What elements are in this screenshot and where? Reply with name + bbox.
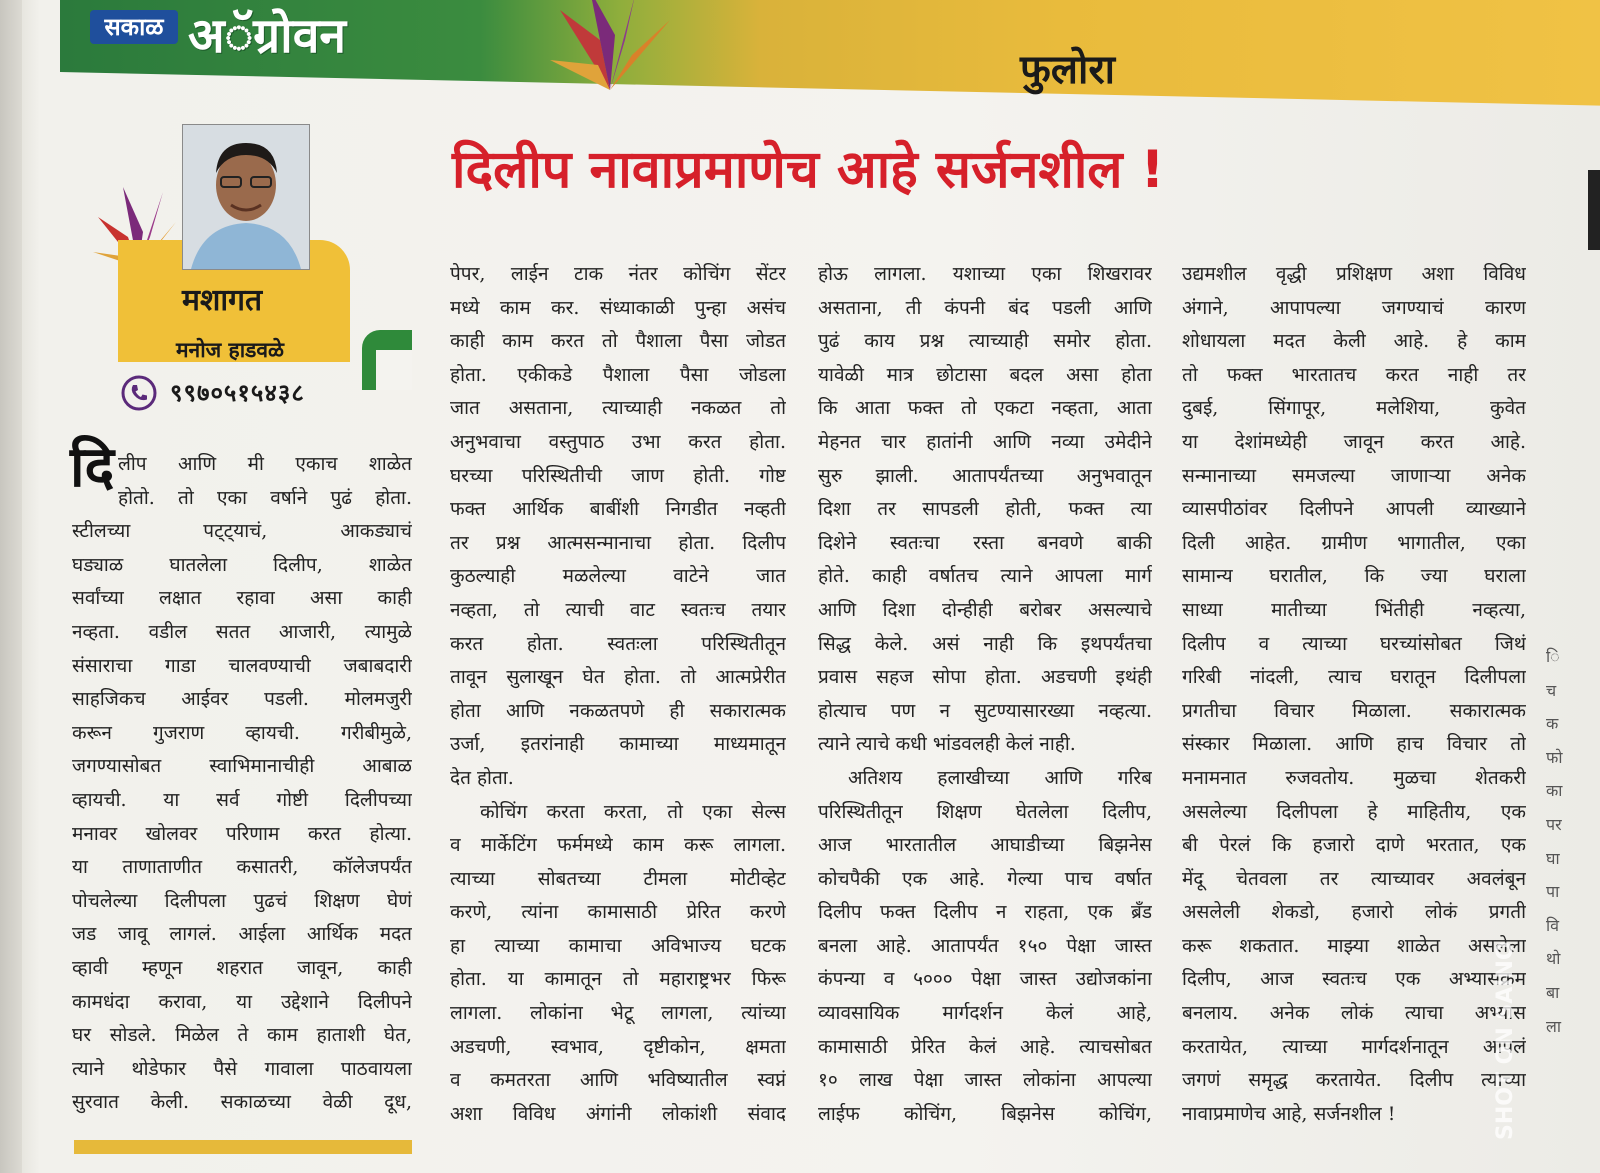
author-name: मनोज हाडवळे xyxy=(176,338,285,362)
article-column-3 xyxy=(818,258,1152,1131)
article-column-2 xyxy=(450,258,786,1131)
text-line: होतो. तो एका वर्षाने पुढं होता. xyxy=(118,486,412,509)
text-line: सिद्ध केले. असं नाही कि इथपर्यंतचा xyxy=(818,632,1152,655)
text-line: सुरवात केली. सकाळच्या वेळी दूध, xyxy=(72,1091,412,1114)
text-line: अडचणी, स्वभाव, दृष्टीकोन, क्षमता xyxy=(450,1035,786,1058)
text-line: आज भारतातील आघाडीच्या बिझनेस xyxy=(818,834,1152,857)
adjacent-article-edge xyxy=(1546,640,1600,1173)
text-line: हा त्याच्या कामाचा अविभाज्य घटक xyxy=(450,934,786,957)
text-line: अनुभवाचा वस्तुपाठ उभा करत होता. xyxy=(450,430,786,453)
text-line: काही काम करत तो पैशाला पैसा जोडत xyxy=(450,330,786,353)
text-line: बी पेरलं कि हजारो दाणे भरतात, एक xyxy=(1182,834,1526,857)
author-photo xyxy=(182,124,310,270)
text-line: घर सोडले. मिळेल ते काम हाताशी घेत, xyxy=(72,1024,412,1047)
text-fragment: पा xyxy=(1546,882,1560,902)
text-line: साहजिकच आईवर पडली. मोलमजुरी xyxy=(72,688,412,711)
text-line: होते. काही वर्षातच त्याने आपला मार्ग xyxy=(818,565,1152,588)
text-line: जात असताना, त्याच्याही नकळत तो xyxy=(450,397,786,420)
text-line: प्रवास सहज सोपा होता. अडचणी इथंही xyxy=(818,666,1152,689)
text-line: व्यावसायिक मार्गदर्शन केलं आहे, xyxy=(818,1002,1152,1025)
text-line: दिशा तर सापडली होती, फक्त त्या xyxy=(818,498,1152,521)
article-column-4 xyxy=(1182,258,1526,1131)
text-line: जड जावू लागलं. आईला आर्थिक मदत xyxy=(72,923,412,946)
text-line: होता आणि नकळतपणे ही सकारात्मक xyxy=(450,699,786,722)
text-line: देत होता. xyxy=(450,766,514,789)
text-line: संसाराचा गाडा चालवण्याची जबाबदारी xyxy=(72,654,412,677)
text-line: दुबई, सिंगापूर, मलेशिया, कुवेत xyxy=(1182,397,1526,420)
text-line: नव्हता. वडील सतत आजारी, त्यामुळे xyxy=(72,620,412,643)
drop-cap: दि xyxy=(70,434,115,500)
text-line: पोचलेल्या दिलीपला पुढचं शिक्षण घेणं xyxy=(72,889,412,912)
text-line: दिलीप, आज स्वतःच एक अभ्यासक्रम xyxy=(1182,968,1526,991)
text-line: असताना, ती कंपनी बंद पडली आणि xyxy=(818,296,1152,319)
text-line: साध्या मातीच्या भिंतीही नव्हत्या, xyxy=(1182,598,1526,621)
text-line: करत होता. स्वतःला परिस्थितीतून xyxy=(450,632,786,655)
text-line: दिलीप फक्त दिलीप न राहता, एक ब्रँड xyxy=(818,901,1152,924)
text-line: नव्हता, तो त्याची वाट स्वतःच तयार xyxy=(450,598,786,621)
text-line: कुठल्याही मळलेल्या वाटेने जात xyxy=(450,565,786,588)
lotus-petals-icon xyxy=(540,0,680,110)
text-line: करणे, त्यांना कामासाठी प्रेरित करणे xyxy=(450,901,786,924)
text-line: मेंदू चेतवला तर त्याच्यावर अवलंबून xyxy=(1182,867,1526,890)
text-fragment: च xyxy=(1546,680,1557,700)
text-line: सामान्य घरातील, कि ज्या घराला xyxy=(1182,565,1526,588)
text-fragment: घा xyxy=(1546,848,1560,868)
text-line: तो फक्त भारतातच करत नाही तर xyxy=(1182,363,1526,386)
text-line: होऊ लागला. यशाच्या एका शिखरावर xyxy=(818,263,1152,285)
text-line: घरच्या परिस्थितीची जाण होती. गोष्ट xyxy=(450,464,786,487)
text-line: १० लाख पेक्षा जास्त लोकांना आपल्या xyxy=(818,1069,1152,1092)
text-line: व मार्केटिंग फर्ममध्ये काम करू लागला. xyxy=(450,834,786,857)
text-line: असलेल्या दिलीपला हे माहितीय, एक xyxy=(1182,800,1526,823)
text-line: करून गुजराण व्हायची. गरीबीमुळे, xyxy=(72,721,412,744)
text-fragment: बा xyxy=(1546,982,1560,1002)
text-line: होता. एकीकडे पैशाला पैसा जोडला xyxy=(450,363,786,386)
text-line: त्याने थोडेफार पैसे गावाला पाठवायला xyxy=(72,1057,412,1080)
text-line: संस्कार मिळाला. आणि हाच विचार तो xyxy=(1182,733,1526,756)
section-title: फुलोरा xyxy=(1020,47,1116,93)
text-line: कंपन्या व ५००० पेक्षा जास्त उद्योजकांना xyxy=(818,968,1152,991)
text-line: दिशेने स्वतःचा रस्ता बनवणे बाकी xyxy=(818,531,1152,554)
text-line: मनावर खोलवर परिणाम करत होत्या. xyxy=(72,822,412,845)
text-line: करतायेत, त्याच्या मार्गदर्शनातून आपलं xyxy=(1182,1035,1526,1058)
phone-icon xyxy=(120,374,158,412)
text-fragment: ला xyxy=(1546,1016,1561,1036)
text-line: पुढं काय प्रश्न त्याच्याही समोर होता. xyxy=(818,330,1152,353)
text-line: व्यासपीठांवर दिलीपने आपली व्याख्याने xyxy=(1182,498,1526,521)
text-line: त्याच्या सोबतच्या टीमला मोटीव्हेट xyxy=(450,867,786,890)
text-line: कि आता फक्त तो एकटा नव्हता, आता xyxy=(818,397,1152,420)
text-fragment: क xyxy=(1546,714,1559,734)
text-line: व्हावी म्हणून शहरात जावून, काही xyxy=(72,956,412,979)
text-line: तर प्रश्न आत्मसन्मानाचा होता. दिलीप xyxy=(450,531,786,554)
text-line: मनामनात रुजवतोय. मुळचा शेतकरी xyxy=(1182,766,1526,789)
text-line: कामधंदा करावा, या उद्देशाने दिलीपने xyxy=(72,990,412,1013)
publisher-logo: सकाळ xyxy=(90,10,178,44)
text-line: होता. या कामातून तो महाराष्ट्रभर फिरू xyxy=(450,968,786,991)
text-line: गरिबी नांदली, त्याच घरातून दिलीपला xyxy=(1182,666,1526,689)
text-line: लीप आणि मी एकाच शाळेत xyxy=(118,453,412,475)
text-line: कोचपैकी एक आहे. गेल्या पाच वर्षात xyxy=(818,867,1152,890)
text-fragment: ि xyxy=(1546,647,1560,666)
page-edge-mark xyxy=(1588,170,1600,250)
text-line: व कमतरता आणि भविष्यातील स्वप्नं xyxy=(450,1069,786,1092)
text-line: असलेली शेकडो, हजारो लोकं प्रगती xyxy=(1182,901,1526,924)
text-line: दिलीप व त्याच्या घरच्यांसोबत जिथं xyxy=(1182,632,1526,655)
text-line: तावून सुलाखून घेत होता. तो आत्मप्रेरीत xyxy=(450,666,786,689)
text-line: उद्यमशील वृद्धी प्रशिक्षण अशा विविध xyxy=(1182,263,1526,285)
camera-watermark xyxy=(1490,900,1520,1150)
column-green-mark-cutout xyxy=(376,350,412,390)
text-line: त्याने त्याचे कधी भांडवलही केलं नाही. xyxy=(818,733,1076,756)
text-line: सुरु झाली. आतापर्यंतच्या अनुभवातून xyxy=(818,464,1152,487)
text-line: अशा विविध अंगांनी लोकांशी संवाद xyxy=(450,1102,786,1125)
text-line: व्हायची. या सर्व गोष्टी दिलीपच्या xyxy=(72,788,412,811)
author-phone: ९९७०५१५४३८ xyxy=(170,379,305,407)
text-line: या ताणाताणीत कसातरी, कॉलेजपर्यंत xyxy=(72,856,412,879)
text-line: पेपर, लाईन टाक नंतर कोचिंग सेंटर xyxy=(450,263,786,285)
text-fragment: का xyxy=(1546,781,1563,801)
text-fragment: थो xyxy=(1546,949,1561,969)
text-line: उर्जा, इतरांनाही कामाच्या माध्यमातून xyxy=(450,733,786,756)
text-line: जगणं समृद्ध करतायेत. दिलीप त्याच्या xyxy=(1182,1069,1526,1092)
text-line: करू शकतात. माझ्या शाळेत असलेला xyxy=(1182,934,1526,957)
text-line: सर्वांच्या लक्षात रहावा असा काही xyxy=(72,587,412,610)
text-line: बनला आहे. आतापर्यंत १५० पेक्षा जास्त xyxy=(818,934,1152,957)
text-line: दिली आहेत. ग्रामीण भागातील, एका xyxy=(1182,531,1526,554)
text-line: शोधायला मदत केली आहे. हे काम xyxy=(1182,330,1526,353)
headline: दिलीप नावाप्रमाणेच आहे सर्जनशील ! xyxy=(452,140,1165,200)
text-line: आणि दिशा दोन्हीही बरोबर असल्याचे xyxy=(818,598,1152,621)
text-line: कामासाठी प्रेरित केलं आहे. त्याचसोबत xyxy=(818,1035,1152,1058)
text-line: फक्त आर्थिक बाबींशी निगडीत नव्हती xyxy=(450,498,786,521)
page-fold-shadow xyxy=(0,0,22,1173)
text-line: या देशांमध्येही जावून करत आहे. xyxy=(1182,430,1526,453)
text-fragment: फो xyxy=(1546,747,1563,767)
text-fragment: वि xyxy=(1546,915,1560,935)
text-line: कोचिंग करता करता, तो एका सेल्स xyxy=(480,800,786,823)
supplement-logo: अॅग्रोवन xyxy=(188,8,347,64)
article-column-1 xyxy=(72,448,412,1120)
text-line: मध्ये काम कर. संध्याकाळी पुन्हा असंच xyxy=(450,296,786,319)
text-line: अंगाने, आपापल्या जगण्याचं कारण xyxy=(1182,296,1526,319)
text-line: अतिशय हलाखीच्या आणि गरिब xyxy=(848,766,1152,789)
text-line: घड्याळ घातलेला दिलीप, शाळेत xyxy=(72,553,412,576)
text-line: होत्याच पण न सुटण्यासारख्या नव्हत्या. xyxy=(818,699,1152,722)
text-line: लागला. लोकांना भेटू लागला, त्यांच्या xyxy=(450,1002,786,1025)
bottom-accent-bar xyxy=(74,1140,412,1154)
watermark-text: SHOT ON SAINO xyxy=(1493,941,1518,1140)
column-title: मशागत xyxy=(182,283,263,318)
text-fragment: पर xyxy=(1546,814,1562,834)
text-line: यावेळी मात्र छोटासा बदल असा होता xyxy=(818,363,1152,386)
text-line: परिस्थितीतून शिक्षण घेतलेला दिलीप, xyxy=(818,800,1152,823)
text-line: सन्मानाच्या समजल्या जाणाऱ्या अनेक xyxy=(1182,464,1526,487)
text-line: बनलाय. अनेक लोकं त्याचा अभ्यास xyxy=(1182,1002,1526,1025)
text-line: नावाप्रमाणेच आहे, सर्जनशील ! xyxy=(1182,1102,1396,1125)
text-line: मेहनत चार हातांनी आणि नव्या उमेदीने xyxy=(818,430,1152,453)
text-line: जगण्यासोबत स्वाभिमानाचीही आबाळ xyxy=(72,755,412,778)
text-line: लाईफ कोचिंग, बिझनेस कोचिंग, xyxy=(818,1102,1152,1125)
text-line: प्रगतीचा विचार मिळाला. सकारात्मक xyxy=(1182,699,1526,722)
text-line: स्टीलच्या पट्ट्याचं, आकड्याचं xyxy=(72,520,412,543)
